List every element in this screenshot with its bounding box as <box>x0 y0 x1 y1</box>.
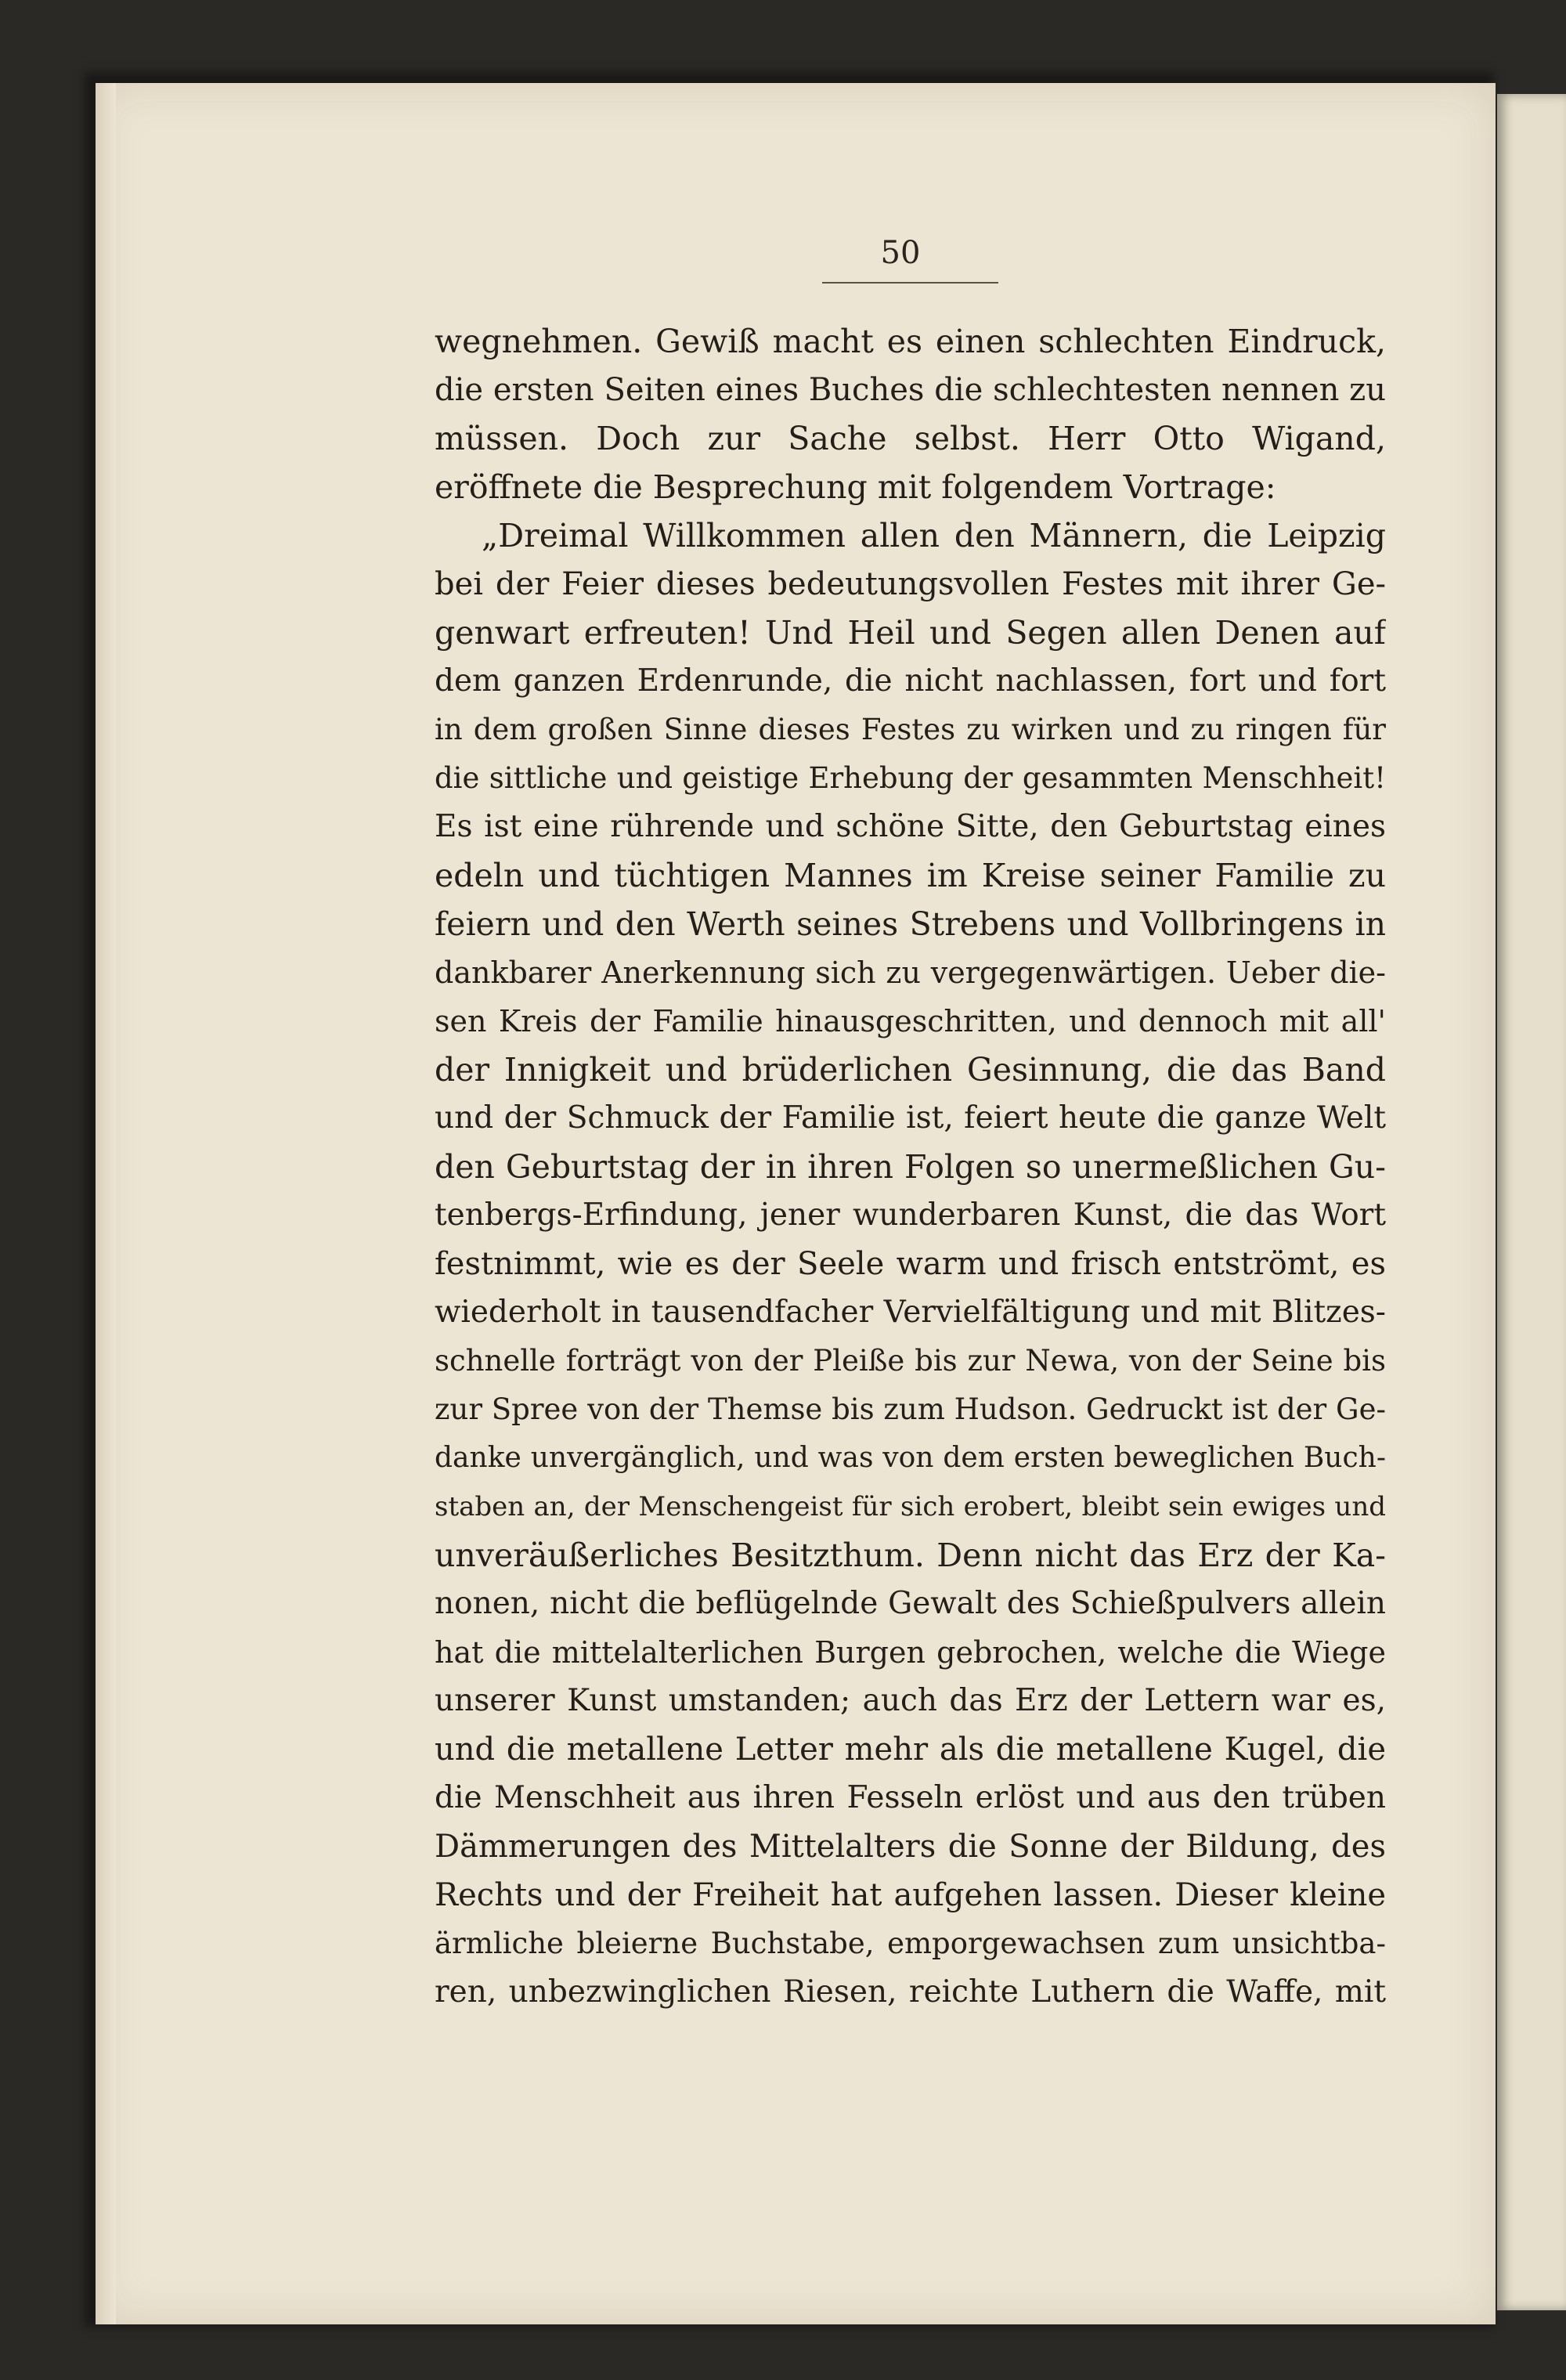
text-line: bei der Feier dieses bedeutungsvollen Festes mit ihrer Ge- <box>435 566 1386 602</box>
text-line: edeln und tüchtigen Mannes im Kreise seiner Familie zu <box>435 857 1386 894</box>
text-line: festnimmt, wie es der Seele warm und frisch entströmt, es <box>435 1246 1386 1282</box>
text-line: „Dreimal Willkommen allen den Männern, die Leipzig <box>482 517 1386 554</box>
text-line: die ersten Seiten eines Buches die schlechtesten nennen zu <box>435 372 1386 408</box>
text-line: ren, unbezwinglichen Riesen, reichte Luthern die Waffe, mit <box>435 1974 1386 2010</box>
text-line: schnelle forträgt von der Pleiße bis zur Newa, von der Seine bis <box>435 1344 1386 1378</box>
text-line: und der Schmuck der Familie ist, feiert heute die ganze Welt <box>435 1100 1386 1136</box>
header-rule <box>822 282 998 284</box>
text-line: zur Spree von der Themse bis zum Hudson. Gedruckt ist der Ge- <box>435 1392 1386 1426</box>
text-line: unveräußerliches Besitzthum. Denn nicht das Erz der Ka- <box>435 1537 1386 1574</box>
page-number: 50 <box>880 235 921 271</box>
text-line: dankbarer Anerkennung sich zu vergegenwärtigen. Ueber die- <box>435 955 1386 990</box>
text-line: staben an, der Menschengeist für sich erobert, bleibt sein ewiges und <box>435 1491 1386 1522</box>
text-line: feiern und den Werth seines Strebens und Vollbringens in <box>435 905 1386 943</box>
text-line: Dämmerungen des Mittelalters die Sonne der Bildung, des <box>435 1829 1386 1865</box>
text-line: Es ist eine rührende und schöne Sitte, den Geburtstag eines <box>435 809 1386 844</box>
text-line: hat die mittelalterlichen Burgen gebrochen, welche die Wiege <box>435 1635 1386 1670</box>
body-text <box>435 317 1386 2017</box>
text-line: den Geburtstag der in ihren Folgen so unermeßlichen Gu- <box>435 1148 1386 1186</box>
text-line: wiederholt in tausendfacher Vervielfältigung und mit Blitzes- <box>435 1295 1386 1330</box>
text-line: genwart erfreuten! Und Heil und Segen allen Denen auf <box>435 614 1386 652</box>
text-line: die sittliche und geistige Erhebung der gesammten Menschheit! <box>435 761 1386 795</box>
text-line: danke unvergänglich, und was von dem ersten beweglichen Buch- <box>435 1442 1386 1474</box>
text-line: eröffnete die Besprechung mit folgendem Vortrage: <box>435 468 1276 506</box>
text-line: Rechts und der Freiheit hat aufgehen lassen. Dieser kleine <box>435 1877 1386 1913</box>
text-line: tenbergs-Erfindung, jener wunderbaren Kunst, die das Wort <box>435 1197 1386 1233</box>
text-line: der Innigkeit und brüderlichen Gesinnung, die das Band <box>435 1051 1386 1089</box>
text-line: nonen, nicht die beflügelnde Gewalt des Schießpulvers allein <box>435 1586 1386 1621</box>
text-line: die Menschheit aus ihren Fesseln erlöst und aus den trüben <box>435 1780 1386 1815</box>
text-line: ärmliche bleierne Buchstabe, emporgewachsen zum unsichtba- <box>435 1927 1386 1960</box>
text-line: und die metallene Letter mehr als die metallene Kugel, die <box>435 1732 1386 1768</box>
text-line: dem ganzen Erdenrunde, die nicht nachlassen, fort und fort <box>435 663 1386 699</box>
text-line: müssen. Doch zur Sache selbst. Herr Otto Wigand, <box>435 420 1386 457</box>
facing-page-edge <box>1497 94 1566 2310</box>
text-line: sen Kreis der Familie hinausgeschritten, und dennoch mit all' <box>435 1004 1386 1038</box>
text-line: wegnehmen. Gewiß macht es einen schlechten Eindruck, <box>435 323 1386 360</box>
text-line: in dem großen Sinne dieses Festes zu wirken und zu ringen für <box>435 713 1386 746</box>
text-line: unserer Kunst umstanden; auch das Erz der Lettern war es, <box>435 1683 1386 1718</box>
page-gutter-edge <box>96 83 116 2324</box>
